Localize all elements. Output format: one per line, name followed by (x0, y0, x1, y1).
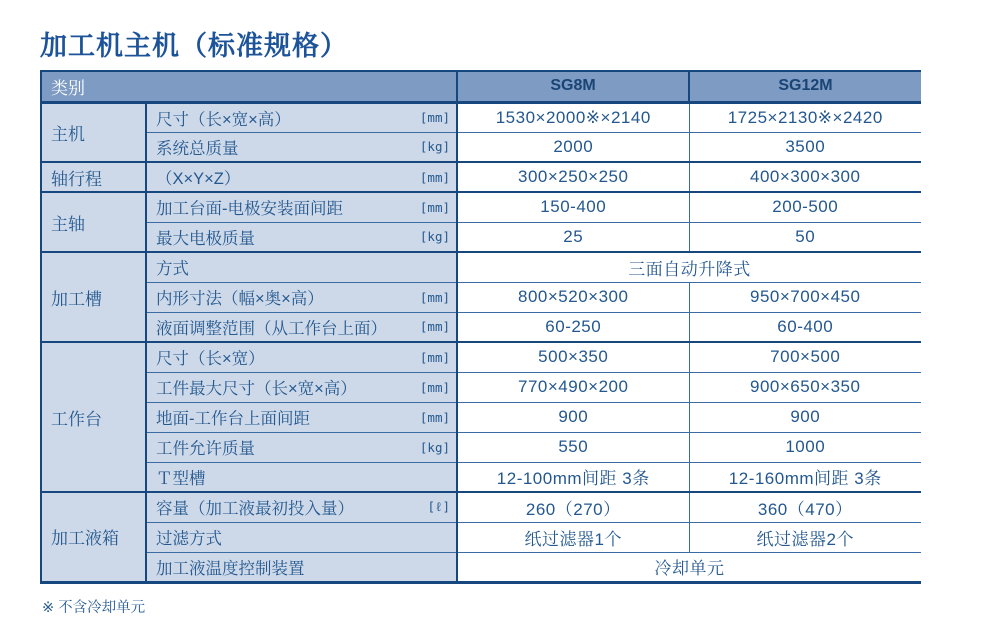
value-cell-sg12m: 50 (689, 222, 921, 252)
spec-name: Ｔ型槽 (156, 469, 206, 488)
spec-name-cell (146, 102, 457, 132)
spec-table (40, 70, 921, 584)
spec-name-cell (146, 522, 457, 552)
spec-name: 加工液温度控制装置 (156, 559, 305, 578)
value-cell-sg12m: 60-400 (689, 312, 921, 342)
value-cell-sg12m: 360（470） (689, 492, 921, 522)
spec-name: 内形寸法（幅×奥×高） (156, 290, 324, 308)
spec-unit: [mm] (419, 289, 450, 305)
footnote: ※ 不含冷却单元 (42, 600, 146, 616)
table-row (41, 372, 921, 402)
value-cell-sg8m: 900 (457, 402, 689, 432)
spec-unit: [mm] (419, 319, 450, 335)
spec-name-cell (146, 342, 457, 372)
category-cell: 主机 (41, 102, 146, 162)
spec-name: （X×Y×Z） (156, 170, 241, 188)
value-cell-sg8m: 770×490×200 (457, 372, 689, 402)
value-cell-span: 三面自动升降式 (457, 252, 921, 282)
value-cell-sg8m: 550 (457, 432, 689, 462)
table-row (41, 132, 921, 162)
spec-name: 液面调整范围（从工作台上面） (156, 319, 387, 338)
spec-unit: [kg] (419, 139, 450, 155)
value-cell-sg8m: 260（270） (457, 492, 689, 522)
spec-name: 尺寸（长×宽×高） (156, 110, 291, 129)
value-cell-sg8m: 60-250 (457, 312, 689, 342)
spec-name: 方式 (156, 260, 189, 279)
spec-name-cell (146, 282, 457, 312)
spec-name: 工件允许质量 (156, 440, 255, 458)
spec-name: 系统总质量 (156, 139, 239, 158)
table-row (41, 222, 921, 252)
spec-name: 最大电极质量 (156, 229, 255, 248)
spec-name-cell (146, 192, 457, 222)
value-cell-sg8m: 150-400 (457, 192, 689, 222)
spec-unit: [mm] (419, 409, 450, 425)
spec-name-cell (146, 552, 457, 582)
spec-unit: [kg] (419, 229, 450, 245)
value-cell-sg12m: 900 (689, 402, 921, 432)
spec-unit: [mm] (419, 199, 450, 215)
table-row (41, 462, 921, 492)
column-header-category: 类别 (41, 71, 457, 102)
value-cell-span: 冷却单元 (457, 552, 921, 582)
page-title: 加工机主机（标准规格） (40, 31, 348, 61)
value-cell-sg12m: 200-500 (689, 192, 921, 222)
spec-name-cell (146, 432, 457, 462)
spec-name-cell (146, 462, 457, 492)
value-cell-sg12m: 3500 (689, 132, 921, 162)
value-cell-sg8m: 300×250×250 (457, 162, 689, 192)
spec-unit: [mm] (419, 169, 450, 185)
value-cell-sg8m: 800×520×300 (457, 282, 689, 312)
spec-name-cell (146, 372, 457, 402)
spec-name-cell (146, 252, 457, 282)
spec-unit: [mm] (419, 349, 450, 365)
spec-name-cell (146, 222, 457, 252)
value-cell-sg12m: 12-160mm间距 3条 (689, 462, 921, 492)
spec-unit: [kg] (419, 439, 450, 455)
value-cell-sg12m: 纸过滤器2个 (689, 522, 921, 552)
column-header-model-sg12m: SG12M (689, 71, 921, 102)
table-row (41, 312, 921, 342)
category-cell: 加工槽 (41, 252, 146, 342)
spec-name-cell (146, 492, 457, 522)
spec-name-cell (146, 162, 457, 192)
spec-name: 工件最大尺寸（长×宽×高） (156, 380, 357, 398)
spec-name: 过滤方式 (156, 530, 222, 548)
value-cell-sg12m: 950×700×450 (689, 282, 921, 312)
table-row (41, 162, 921, 192)
value-cell-sg8m: 纸过滤器1个 (457, 522, 689, 552)
table-row (41, 492, 921, 522)
spec-table-body (41, 102, 921, 582)
spec-name: 加工台面-电极安装面间距 (156, 200, 343, 219)
spec-name: 地面-工作台上面间距 (156, 410, 310, 428)
value-cell-sg12m: 700×500 (689, 342, 921, 372)
table-row (41, 432, 921, 462)
category-cell: 工作台 (41, 342, 146, 492)
table-header-row (41, 71, 921, 102)
category-cell: 主轴 (41, 192, 146, 252)
table-row (41, 252, 921, 282)
value-cell-sg8m: 2000 (457, 132, 689, 162)
spec-name-cell (146, 132, 457, 162)
value-cell-sg8m: 500×350 (457, 342, 689, 372)
category-cell: 加工液箱 (41, 492, 146, 582)
spec-name-cell (146, 312, 457, 342)
spec-name-cell (146, 402, 457, 432)
table-row (41, 552, 921, 582)
column-header-model-sg8m: SG8M (457, 71, 689, 102)
table-row (41, 282, 921, 312)
table-row (41, 522, 921, 552)
value-cell-sg8m: 12-100mm间距 3条 (457, 462, 689, 492)
category-cell: 轴行程 (41, 162, 146, 192)
spec-name: 容量（加工液最初投入量） (156, 500, 354, 519)
spec-unit: [mm] (419, 379, 450, 395)
value-cell-sg8m: 25 (457, 222, 689, 252)
value-cell-sg8m: 1530×2000※×2140 (457, 102, 689, 132)
value-cell-sg12m: 900×650×350 (689, 372, 921, 402)
spec-unit: [mm] (419, 110, 450, 125)
table-row (41, 342, 921, 372)
spec-name: 尺寸（长×宽） (156, 350, 265, 369)
value-cell-sg12m: 1000 (689, 432, 921, 462)
table-row (41, 192, 921, 222)
table-row (41, 102, 921, 132)
spec-unit: [ℓ] (427, 499, 450, 515)
value-cell-sg12m: 1725×2130※×2420 (689, 102, 921, 132)
table-row (41, 402, 921, 432)
value-cell-sg12m: 400×300×300 (689, 162, 921, 192)
